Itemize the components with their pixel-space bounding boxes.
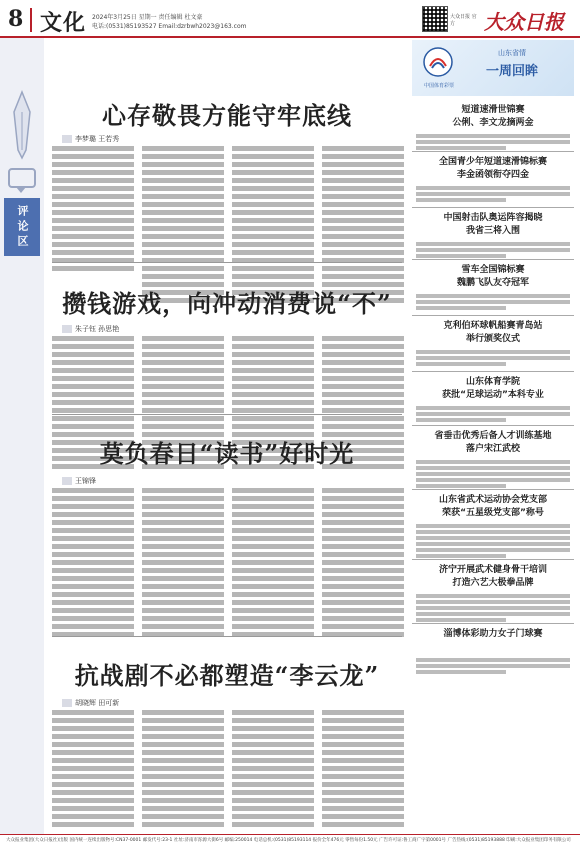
news-item-title[interactable]: 山东省武术运动协会党支部 荣获“五星级党支部”称号 — [438, 495, 547, 518]
article-divider — [52, 414, 402, 415]
text-column — [52, 488, 134, 640]
news-item-text-line — [416, 594, 570, 598]
news-item-text-line — [416, 542, 570, 546]
text-column — [232, 146, 314, 306]
text-column — [322, 488, 404, 640]
news-divider — [412, 259, 574, 260]
news-item-text-line — [416, 242, 570, 246]
news-item-title[interactable]: 省垂击优秀后备人才训练基地 落户宋江武校 — [434, 431, 552, 454]
author-icon — [62, 325, 72, 333]
news-item-text-line — [416, 146, 506, 150]
issue-meta: 2024年3月25日 星期一 责任编辑 杜文豪 — [92, 14, 203, 21]
article-divider — [52, 636, 402, 637]
article-title: 心存敬畏方能守牢底线 — [102, 101, 352, 130]
news-item-text-line — [416, 466, 570, 470]
author-icon — [62, 699, 72, 707]
news-item-text-line — [416, 306, 506, 310]
news-divider — [412, 151, 574, 152]
banner-title: 一周回眸 — [486, 64, 539, 79]
banner-logo-caption: 中国体育彩票 — [423, 83, 454, 89]
news-item-text-line — [416, 618, 506, 622]
article-body — [52, 488, 404, 640]
header-rule — [0, 36, 580, 38]
news-item-text-line — [416, 362, 506, 366]
article-byline — [62, 324, 119, 334]
news-item-title[interactable]: 山东体育学院 获批“足球运动”本科专业 — [442, 377, 544, 400]
news-item-text-line — [416, 134, 570, 138]
news-item-text-line — [416, 418, 506, 422]
article-byline — [62, 698, 119, 708]
banner-subtitle: 山东省情 — [498, 49, 526, 57]
page-number-divider — [30, 8, 32, 32]
news-item-text-line — [416, 548, 570, 552]
news-item-text-line — [416, 664, 570, 668]
pen-icon — [10, 90, 34, 160]
news-item-text-line — [416, 612, 570, 616]
news-divider — [412, 623, 574, 624]
article-byline — [62, 134, 119, 144]
byline-text: 王锦锋 — [75, 477, 96, 485]
news-item-text-line — [416, 524, 570, 528]
news-item-title[interactable]: 全国青少年短道速滑锦标赛 李金函领衔夺四金 — [438, 157, 547, 180]
article-title: 抗战剧不必都塑造“李云龙” — [74, 661, 380, 690]
news-item-text-line — [416, 300, 570, 304]
left-rail — [0, 38, 44, 834]
section-title: 文化 — [40, 11, 87, 36]
article-byline — [62, 476, 96, 486]
text-column — [142, 488, 224, 640]
news-item-title[interactable]: 克利伯环球帆船赛青岛站 举行颁奖仪式 — [443, 321, 543, 344]
sports-lottery-logo-icon — [422, 46, 454, 78]
news-item-text-line — [416, 484, 506, 488]
text-column — [232, 710, 314, 830]
news-item-text-line — [416, 186, 570, 190]
news-item-text-line — [416, 658, 570, 662]
news-item-text-line — [416, 460, 570, 464]
news-item-text-line — [416, 356, 570, 360]
text-column — [322, 146, 404, 306]
news-item-text-line — [416, 254, 506, 258]
sports-banner — [412, 40, 574, 96]
news-item-text-line — [416, 670, 506, 674]
news-item-text-line — [416, 350, 570, 354]
text-column — [142, 710, 224, 830]
news-divider — [412, 207, 574, 208]
news-divider — [412, 315, 574, 316]
news-divider — [412, 489, 574, 490]
contact-meta: 电话:(0531)85193527 Email:dzrbwh2023@163.com — [92, 23, 247, 30]
text-column — [322, 710, 404, 830]
news-item-text-line — [416, 536, 570, 540]
news-item-title[interactable]: 淄博体彩助力女子门球赛 — [443, 629, 543, 639]
news-item-text-line — [416, 530, 570, 534]
text-column — [232, 488, 314, 640]
qr-code-icon — [422, 6, 448, 32]
article-title: 莫负春日“读书”好时光 — [99, 439, 355, 468]
news-item-title[interactable]: 短道速滑世锦赛 公俐、李文龙摘两金 — [452, 105, 534, 128]
news-item-text-line — [416, 412, 570, 416]
news-divider — [412, 371, 574, 372]
newspaper-logo: 大众日报 — [484, 10, 564, 34]
speech-bubble-icon — [8, 168, 36, 188]
news-item-title[interactable]: 雪车全国锦标赛 魏鹏飞队友夺冠军 — [456, 265, 529, 288]
news-item-text-line — [416, 406, 570, 410]
author-icon — [62, 477, 72, 485]
news-item-text-line — [416, 600, 570, 604]
news-item-title[interactable]: 中国射击队奥运阵容揭晓 我省三将入围 — [443, 213, 543, 236]
column-tab: 评论区 — [4, 198, 40, 256]
byline-text: 李梦璐 王若秀 — [75, 135, 120, 143]
byline-text: 胡晓辉 田可新 — [75, 699, 120, 707]
page-number: 8 — [8, 6, 24, 32]
news-divider — [412, 559, 574, 560]
news-divider — [412, 425, 574, 426]
author-icon — [62, 135, 72, 143]
news-item-text-line — [416, 198, 506, 202]
news-item-text-line — [416, 472, 570, 476]
qr-label: 大众日报 官方 — [450, 14, 477, 27]
masthead — [0, 0, 580, 40]
byline-text: 朱子钰 孙思艳 — [75, 325, 120, 333]
news-item-text-line — [416, 294, 570, 298]
text-column — [52, 710, 134, 830]
text-column — [142, 146, 224, 306]
news-item-text-line — [416, 248, 570, 252]
news-item-title[interactable]: 济宁开展武术健身骨干培训 打造六艺大极拳品牌 — [438, 565, 547, 588]
text-column — [52, 146, 134, 306]
article-body — [52, 710, 404, 830]
article-body — [52, 146, 404, 306]
news-item-text-line — [416, 606, 570, 610]
article-title: 攒钱游戏，向冲动消费说“不” — [62, 289, 392, 318]
footer-imprint: 大众报业集团(大众日报社)出版 国内统一连续出版物号:CN37-0001 邮发代号:23-1 社址:济南市泺源大街6号 邮编:250014 电话总机:(0531)85193114 报价全年476元 零售每份1.50元 广告许可证:鲁工商广字第0001号 广告热线:(0531)85193888 印刷:大众报业集团印务有限公司 — [0, 834, 580, 846]
article-divider — [52, 262, 402, 263]
news-item-text-line — [416, 554, 506, 558]
news-item-text-line — [416, 192, 570, 196]
news-item-text-line — [416, 140, 570, 144]
news-item-text-line — [416, 478, 570, 482]
